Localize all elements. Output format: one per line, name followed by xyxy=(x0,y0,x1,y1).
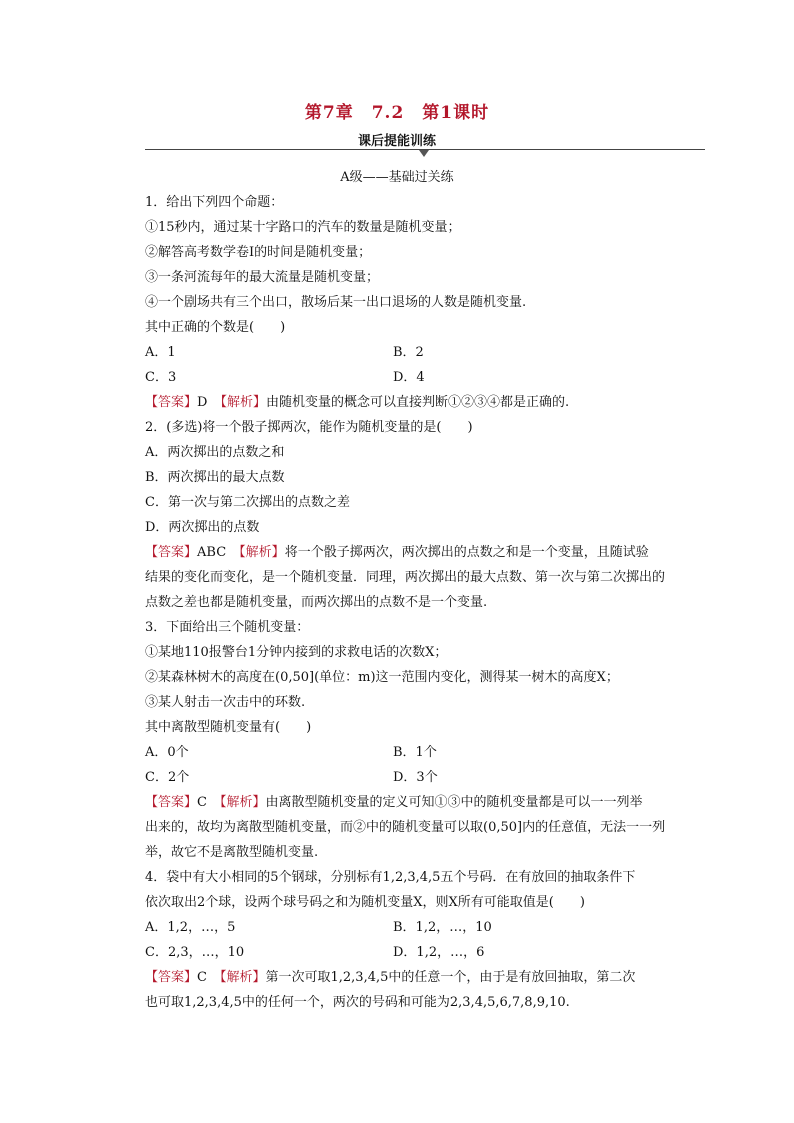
q4-analysis-line-1: 第一次可取1,2,3,4,5中的任意一个，由于是有放回抽取，第二次 xyxy=(265,970,636,985)
q3-option-c: C．2个 xyxy=(145,770,190,785)
page-subtitle: 课后提能训练 xyxy=(357,134,436,149)
q1-item-4: ④一个剧场共有三个出口，散场后某一出口退场的人数是随机变量. xyxy=(145,295,527,310)
q3-analysis-line-2: 出来的，故均为离散型随机变量，而②中的随机变量可以取(0,50]内的任意值，无法一一列 xyxy=(145,820,666,835)
q2-option-b: B．两次掷出的最大点数 xyxy=(145,470,285,485)
q2-analysis-line-3: 点数之差也都是随机变量，而两次掷出的点数不是一个变量. xyxy=(145,595,488,610)
q1-answer xyxy=(145,390,705,415)
q4-option-b: B．1,2，…，10 xyxy=(393,920,492,935)
q1-option-c: C．3 xyxy=(145,370,177,385)
q2-option-c: C．第一次与第二次掷出的点数之差 xyxy=(145,495,350,510)
q3-analysis-line-1: 由离散型随机变量的定义可知①③中的随机变量都是可以一一列举 xyxy=(265,795,643,810)
q3-option-a: A．0个 xyxy=(145,745,189,760)
q3-ask: 其中离散型随机变量有( ) xyxy=(145,720,312,735)
q3-answer xyxy=(145,790,705,815)
q1-ask: 其中正确的个数是( ) xyxy=(145,320,286,335)
q2-option-a: A．两次掷出的点数之和 xyxy=(145,445,285,460)
q4-analysis-line-2: 也可取1,2,3,4,5中的任何一个，两次的号码和可能为2,3,4,5,6,7,8,9,10. xyxy=(145,995,570,1010)
q2-answer-value: ABC xyxy=(197,545,227,560)
q2-analysis-line-2: 结果的变化而变化，是一个随机变量．同理，两次掷出的最大点数、第一次与第二次掷出的 xyxy=(145,570,666,585)
q1-item-2: ②解答高考数学卷Ⅰ的时间是随机变量； xyxy=(145,245,372,260)
q1-options-row-1 xyxy=(145,340,705,365)
q1-option-b: B．2 xyxy=(393,345,424,360)
q4-options-row-1 xyxy=(145,915,705,940)
q1-item-3: ③一条河流每年的最大流量是随机变量； xyxy=(145,270,380,285)
q1-options-row-2 xyxy=(145,365,705,390)
q1-option-a: A．1 xyxy=(145,345,176,360)
analysis-tag: 【解析】 xyxy=(219,970,266,985)
q3-item-3: ③某人射击一次击中的环数. xyxy=(145,695,306,710)
q4-option-a: A．1,2，…，5 xyxy=(145,920,236,935)
q4-stem-line-1: 4．袋中有大小相同的5个钢球，分别标有1,2,3,4,5五个号码．在有放回的抽取条件下 xyxy=(145,870,636,885)
analysis-tag: 【解析】 xyxy=(220,395,266,410)
q1-stem: 1．给出下列四个命题： xyxy=(145,195,284,210)
q4-answer-value: C xyxy=(197,970,207,985)
q3-option-d: D．3个 xyxy=(393,770,438,785)
q1-analysis: 由随机变量的概念可以直接判断①②③④都是正确的. xyxy=(265,395,570,410)
answer-tag: 【答案】 xyxy=(145,395,198,410)
analysis-tag: 【解析】 xyxy=(219,795,266,810)
section-level: A级——基础过关练 xyxy=(340,170,454,185)
q3-options-row-2 xyxy=(145,765,705,790)
q3-item-2: ②某森林树木的高度在(0,50](单位：m)这一范围内变化，测得某一树木的高度X； xyxy=(145,670,619,685)
page-title: 第7章 7.2 第1课时 xyxy=(304,103,490,123)
answer-tag: 【答案】 xyxy=(145,545,198,560)
q4-option-c: C．2,3，…，10 xyxy=(145,945,245,960)
q4-stem-line-2: 依次取出2个球，设两个球号码之和为随机变量X，则X所有可能取值是( ) xyxy=(145,895,585,910)
q1-item-1: ①15秒内，通过某十字路口的汽车的数量是随机变量； xyxy=(145,220,461,235)
analysis-tag: 【解析】 xyxy=(239,545,285,560)
q3-analysis-line-3: 举，故它不是离散型随机变量. xyxy=(145,845,319,860)
q2-option-d: D．两次掷出的点数 xyxy=(145,520,260,535)
q3-answer-value: C xyxy=(197,795,207,810)
q3-options-row-1 xyxy=(145,740,705,765)
q1-answer-value: D xyxy=(197,395,208,410)
answer-tag: 【答案】 xyxy=(145,970,198,985)
q2-analysis-line-1: 将一个骰子掷两次，两次掷出的点数之和是一个变量，且随试验 xyxy=(284,545,649,560)
q4-option-d: D．1,2，…，6 xyxy=(393,945,485,960)
triangle-down-icon xyxy=(419,150,429,157)
answer-tag: 【答案】 xyxy=(145,795,198,810)
q3-item-1: ①某地110报警台1分钟内接到的求救电话的次数X； xyxy=(145,645,448,660)
q2-answer xyxy=(145,540,705,565)
q3-option-b: B．1个 xyxy=(393,745,437,760)
question-list xyxy=(145,190,705,1015)
q1-option-d: D．4 xyxy=(393,370,425,385)
q3-stem: 3．下面给出三个随机变量： xyxy=(145,620,310,635)
q4-options-row-2 xyxy=(145,940,705,965)
q4-answer xyxy=(145,965,705,990)
q2-stem: 2．(多选)将一个骰子掷两次，能作为随机变量的是( ) xyxy=(145,420,473,435)
